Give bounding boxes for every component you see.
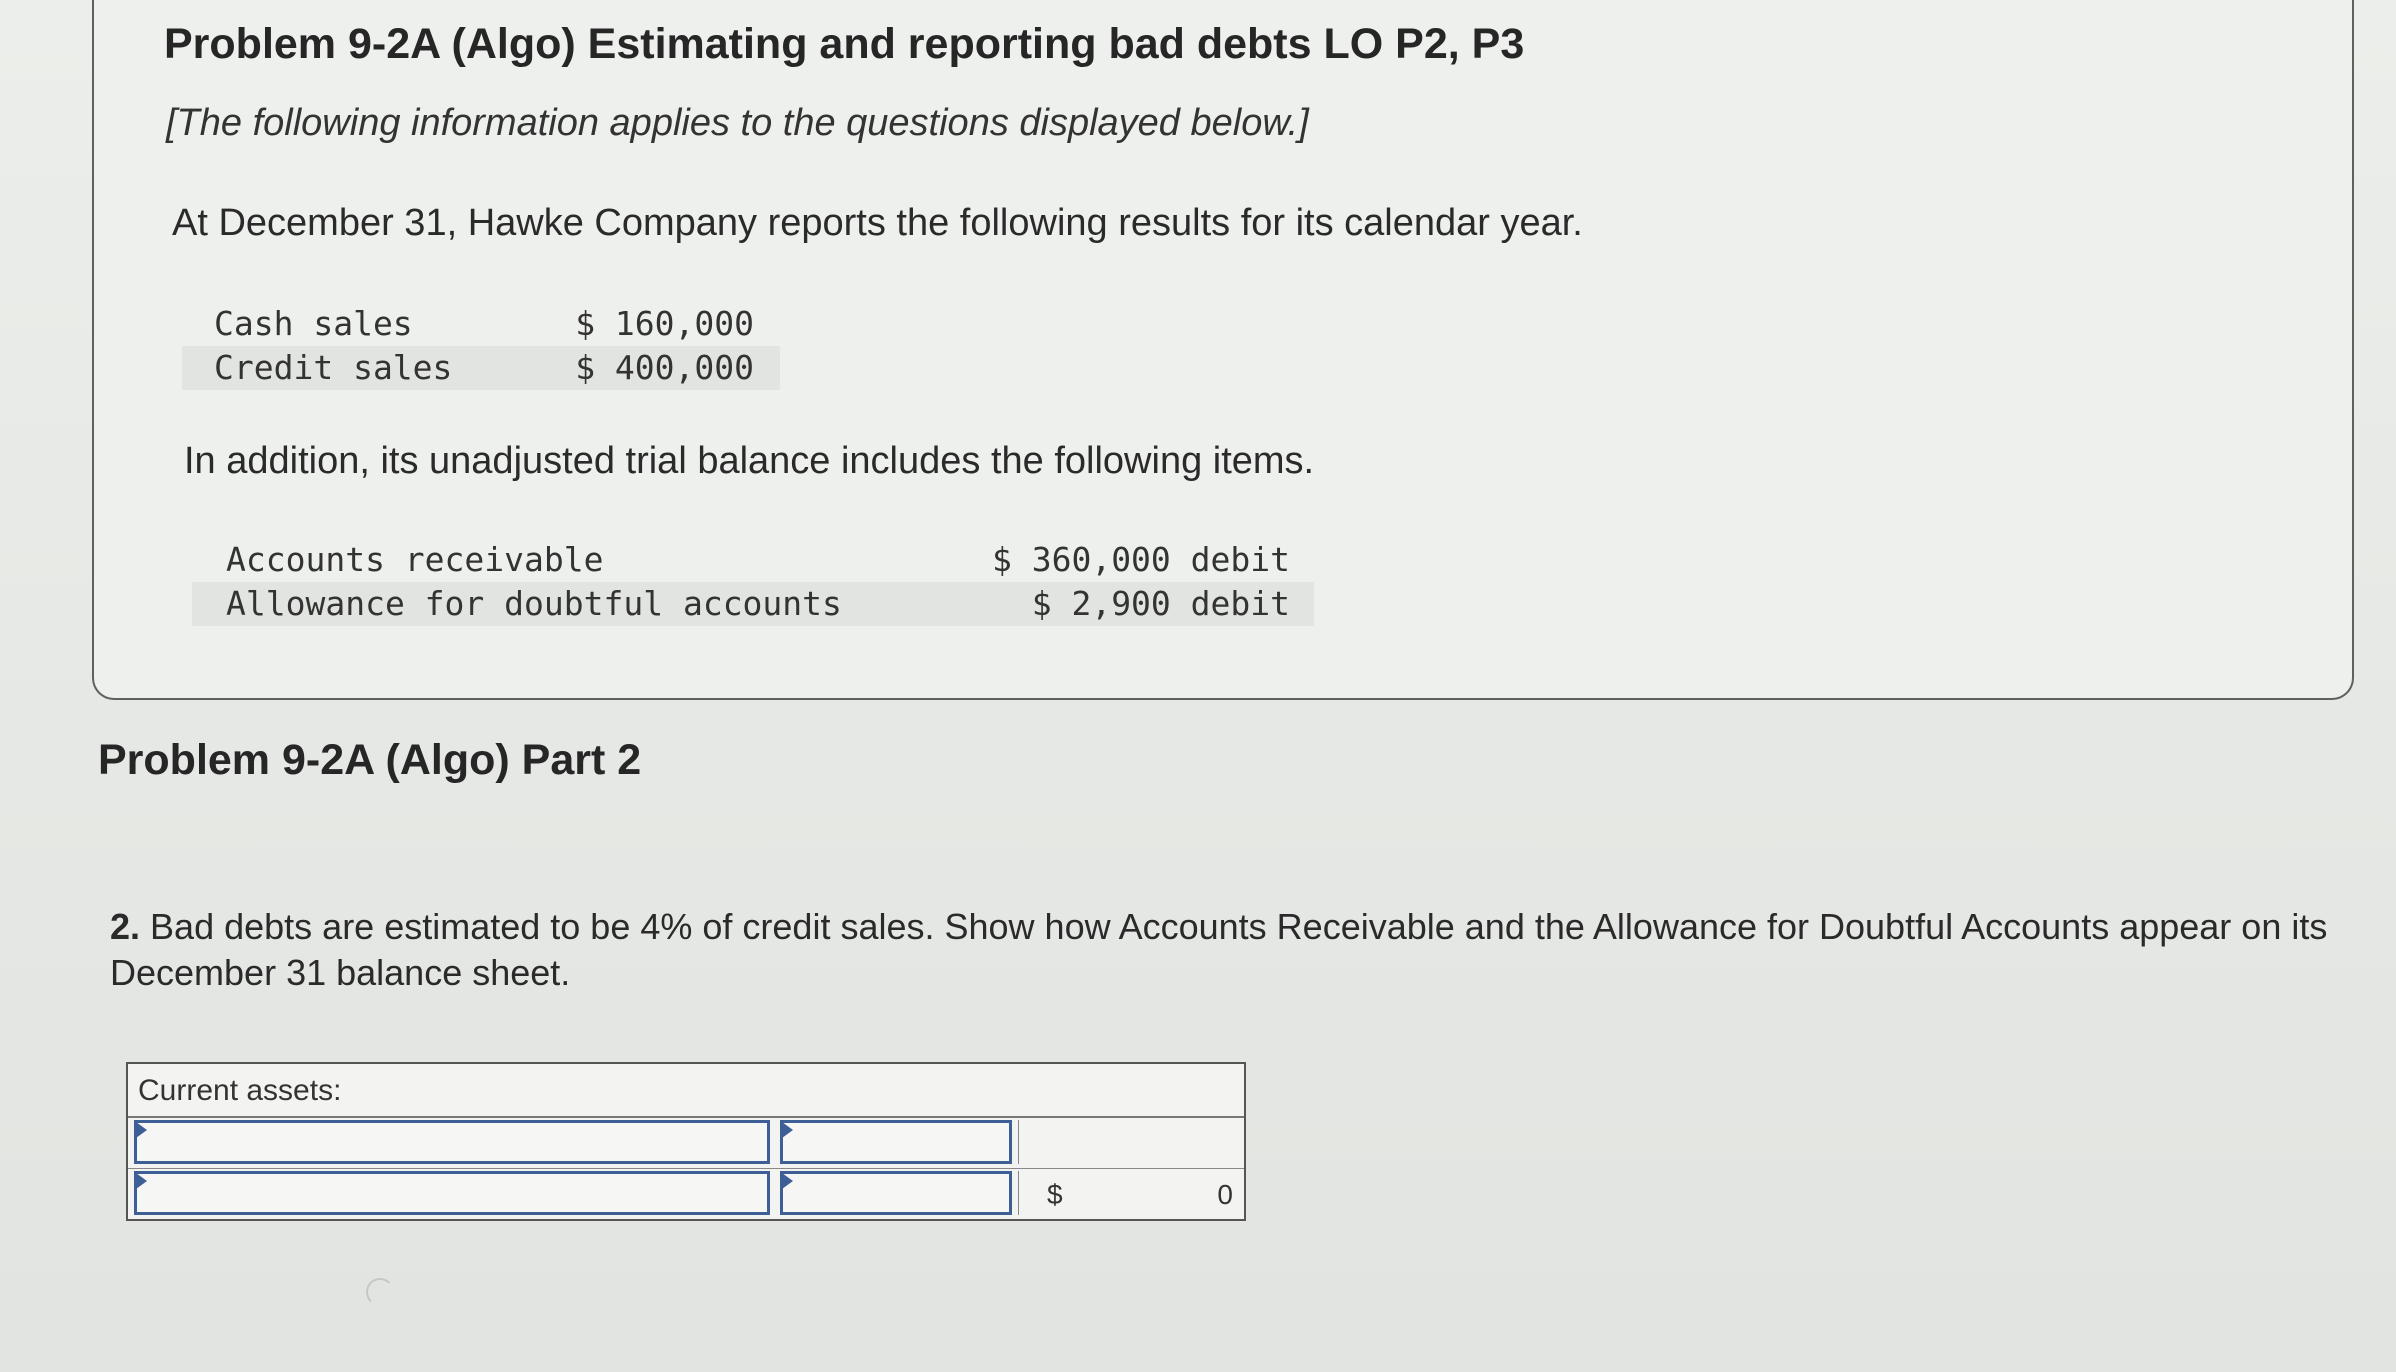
account-dropdown-row-1[interactable] <box>134 1120 770 1164</box>
sales-label: Cash sales <box>214 304 413 343</box>
total-value: 0 <box>1217 1179 1233 1210</box>
amount-input-row-1[interactable] <box>780 1120 1012 1164</box>
question-body: Bad debts are estimated to be 4% of credit sales. Show how Accounts Receivable and the Allowance for Doubtful Accounts appear on its December 31 balance sheet. <box>110 906 2328 993</box>
dropdown-marker-icon <box>136 1173 147 1189</box>
problem-subtitle: [The following information applies to the questions displayed below.] <box>166 102 1309 144</box>
current-assets-header: Current assets: <box>128 1064 1244 1118</box>
account-dropdown-row-2[interactable] <box>134 1171 770 1215</box>
sales-label: Credit sales <box>214 348 453 387</box>
sales-value: $ 400,000 <box>575 348 754 387</box>
sales-row-cash <box>182 302 780 346</box>
sales-value: $ 160,000 <box>575 304 754 343</box>
total-cell-row-2 <box>1018 1171 1243 1215</box>
trial-balance-intro: In addition, its unadjusted trial balance includes the following items. <box>184 440 1315 482</box>
sales-row-credit <box>182 346 780 390</box>
trial-balance-label: Accounts receivable <box>226 540 604 579</box>
cursor-mark-icon <box>366 1278 394 1306</box>
part-title: Problem 9-2A (Algo) Part 2 <box>98 736 642 784</box>
sales-table <box>182 302 780 390</box>
answer-row <box>128 1169 1244 1219</box>
problem-title: Problem 9-2A (Algo) Estimating and reporting bad debts LO P2, P3 <box>164 20 1525 68</box>
problem-intro: At December 31, Hawke Company reports the following results for its calendar year. <box>172 202 1583 244</box>
dropdown-marker-icon <box>136 1122 147 1138</box>
question-text <box>110 904 2350 996</box>
dropdown-marker-icon <box>782 1173 793 1189</box>
answer-row <box>128 1118 1244 1169</box>
trial-balance-table <box>192 538 1314 626</box>
trial-balance-label: Allowance for doubtful accounts <box>226 584 842 623</box>
trial-balance-row-allowance <box>192 582 1314 626</box>
dropdown-marker-icon <box>782 1122 793 1138</box>
trial-balance-row-ar <box>192 538 1314 582</box>
amount-input-row-2[interactable] <box>780 1171 1012 1215</box>
question-number: 2. <box>110 906 141 947</box>
balance-sheet-answer-table <box>126 1062 1246 1221</box>
total-cell-row-1 <box>1018 1120 1243 1164</box>
trial-balance-value: $ 360,000 debit <box>991 540 1290 579</box>
total-currency: $ <box>1047 1179 1063 1210</box>
trial-balance-value: $ 2,900 debit <box>1031 584 1290 623</box>
